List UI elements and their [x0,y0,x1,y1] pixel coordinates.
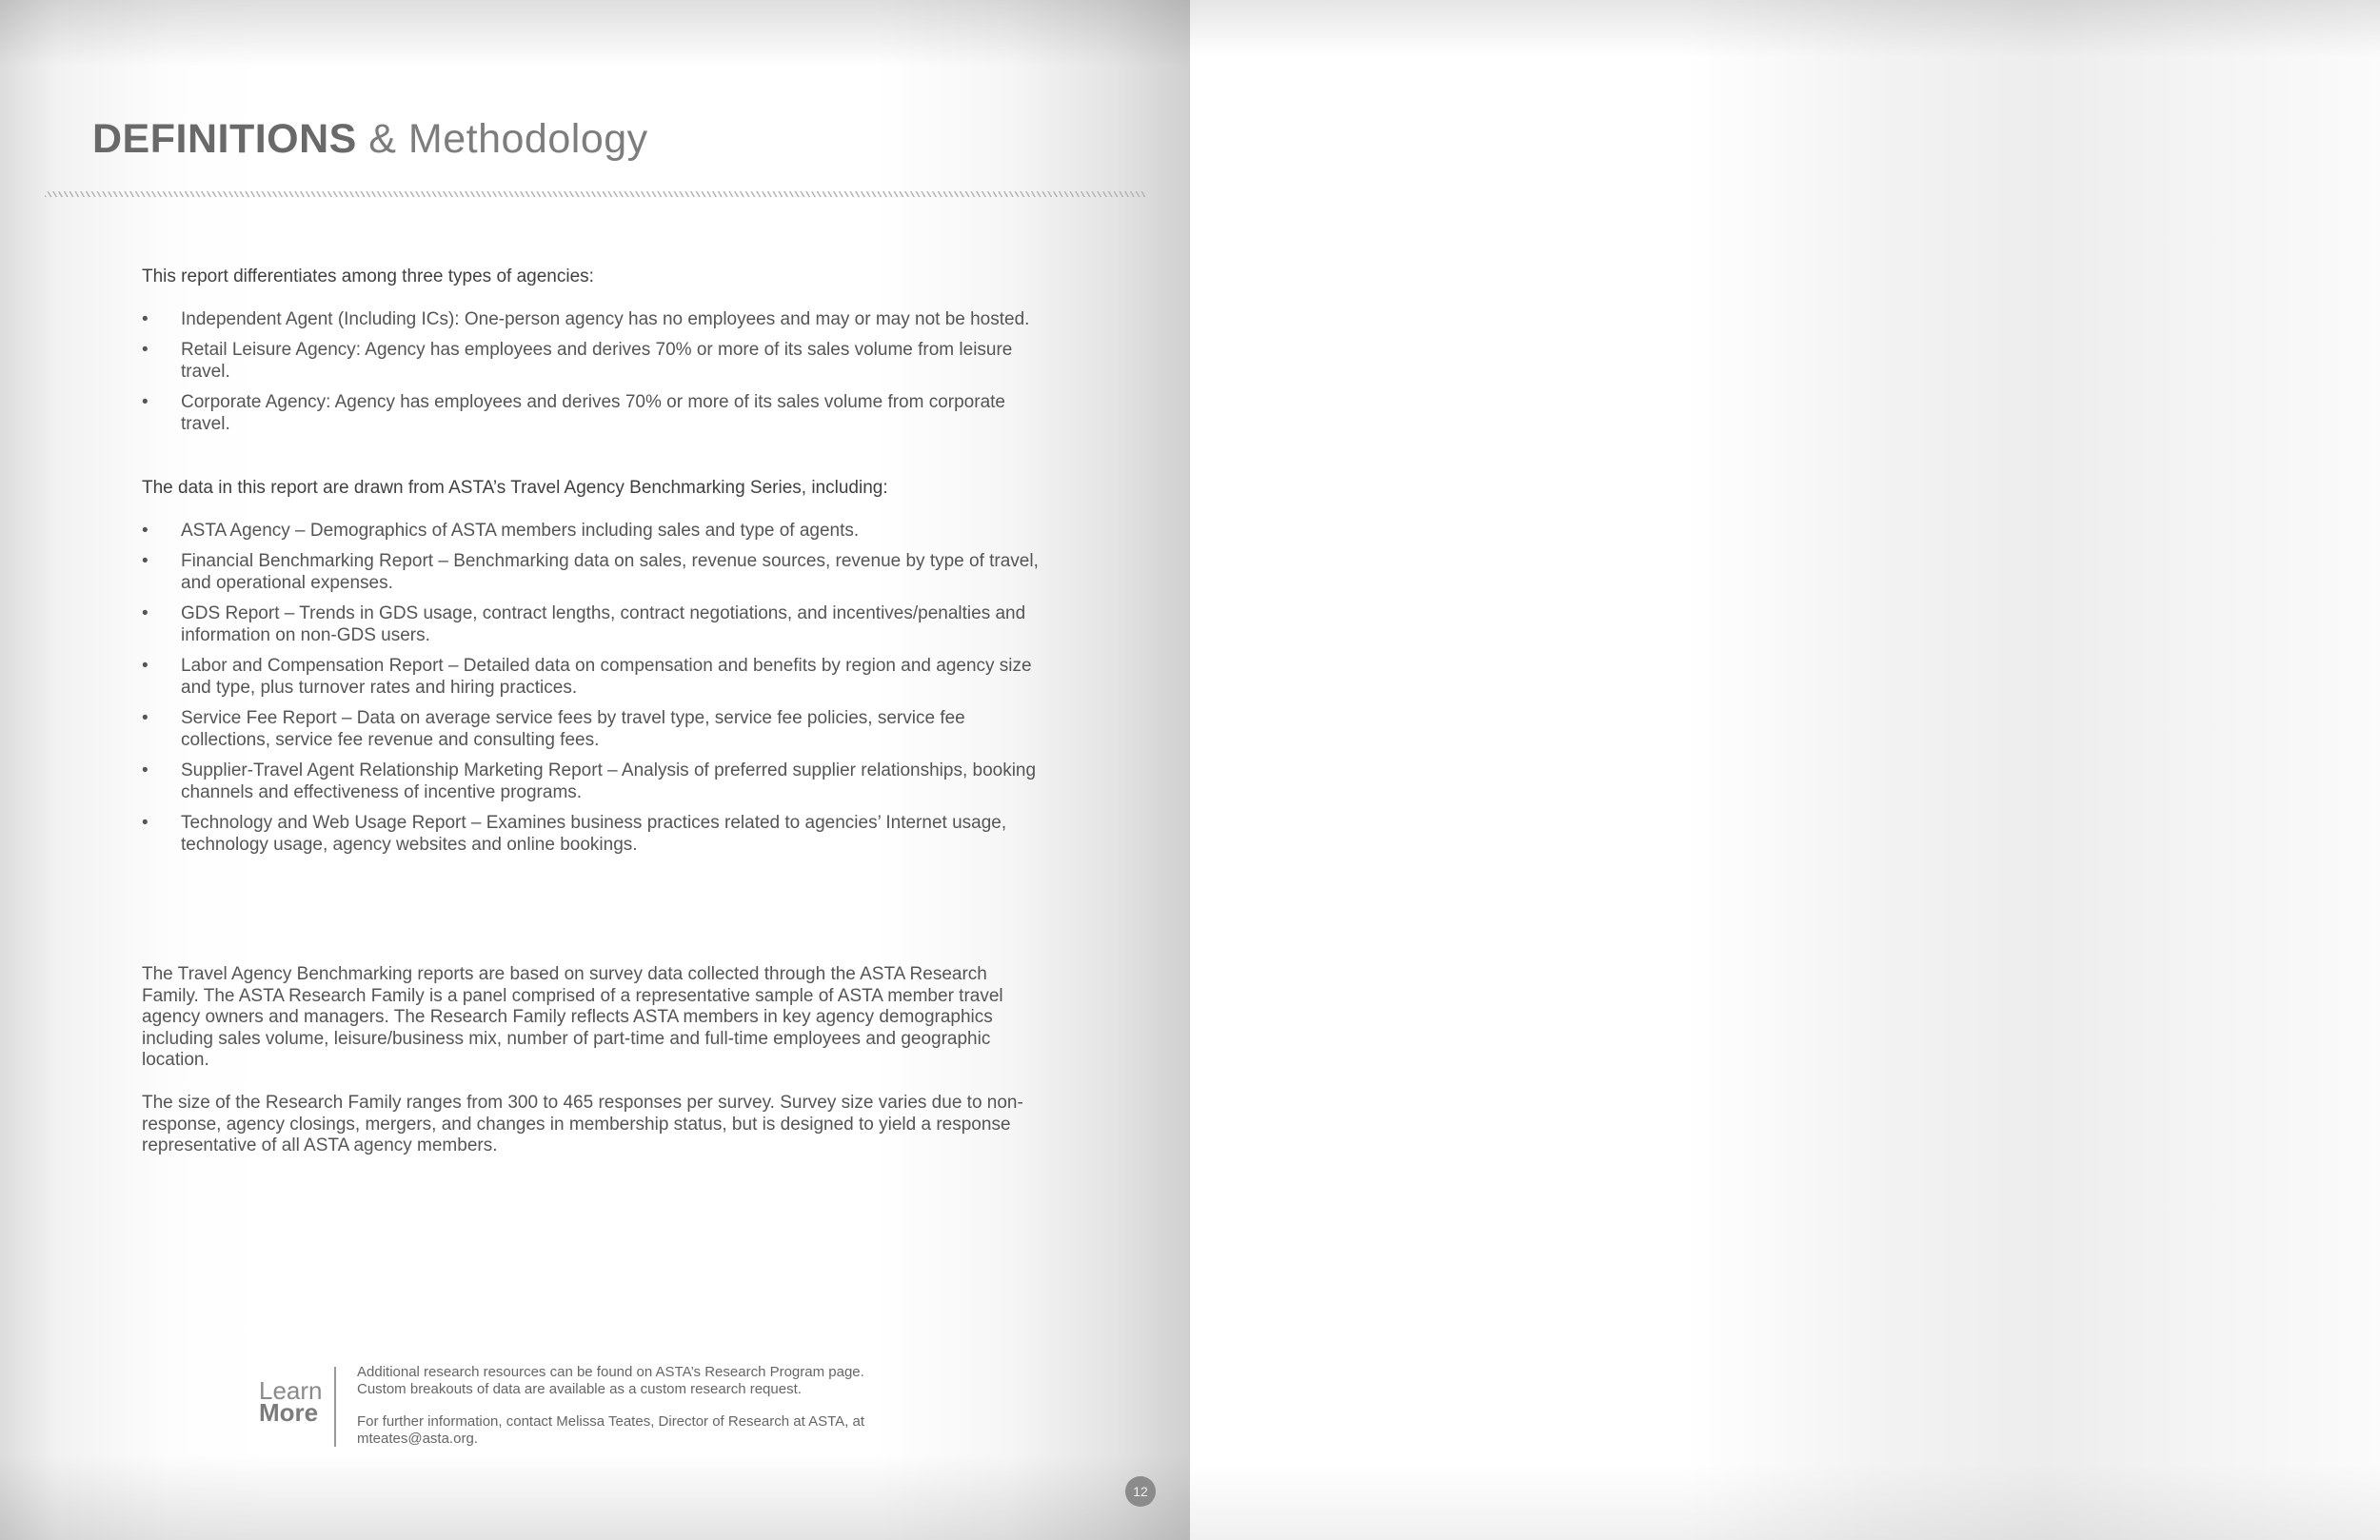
bullet-icon: • [142,708,149,728]
bullet-icon: • [142,656,149,676]
list-item-text: Retail Leisure Agency: Agency has employees and derives 70% or more of its sales volume from leisure travel. [181,340,1013,382]
methodology-paragraph: The Travel Agency Benchmarking reports are based on survey data collected through the ASTA Research Family. The ASTA Research Family is a panel comprised of a representative sample of ASTA member travel agency owners and managers. The Research Family reflects ASTA members in key agency demographics including sales volume, leisure/business mix, number of part-time and full-time employees and geographic location. [142,964,1003,1070]
learn-word: Learn [259,1376,323,1405]
list-item-text: Financial Benchmarking Report – Benchmarking data on sales, revenue sources, revenue by type of travel, and operational expenses. [181,551,1039,593]
list-item-text: Corporate Agency: Agency has employees and derives 70% or more of its sales volume from corporate travel. [181,392,1005,434]
bullet-icon: • [142,603,149,623]
content-block [142,267,1041,865]
list-item [142,708,1041,751]
bullet-icon: • [142,813,149,833]
list-item [142,656,1041,699]
list-item [142,551,1041,594]
bullet-icon: • [142,392,149,412]
list-item-text: Independent Agent (Including ICs): One-person agency has no employees and may or may not be hosted. [181,308,1030,329]
bullet-icon: • [142,308,149,329]
learn-more-line: Custom breakouts of data are available as a custom research request. [357,1380,802,1397]
list-item-text: GDS Report – Trends in GDS usage, contract lengths, contract negotiations, and incentives/penalties and information on non-GDS users. [181,603,1026,645]
bullet-icon: • [142,760,149,780]
list-item-text: Labor and Compensation Report – Detailed data on compensation and benefits by region and agency size and type, plus turnover rates and hiring practices. [181,656,1032,698]
sources-list [142,521,1041,857]
list-item-text: ASTA Agency – Demographics of ASTA members including sales and type of agents. [181,520,860,541]
title-divider [45,191,1146,197]
sources-lead: The data in this report are drawn from ASTA’s Travel Agency Benchmarking Series, including: [142,478,888,498]
list-item [142,392,1041,435]
title-light: & Methodology [368,116,648,162]
contact-line: For further information, contact Melissa Teates, Director of Research at ASTA, at mteates@asta.org. [357,1413,864,1447]
list-item-text: Supplier-Travel Agent Relationship Marketing Report – Analysis of preferred supplier relationships, booking channels and effectiveness of incentive programs. [181,760,1037,802]
bullet-icon: • [142,520,149,541]
list-item [142,760,1041,803]
agency-types-lead: This report differentiates among three types of agencies: [142,267,594,286]
list-item [142,603,1041,646]
learn-more-label [259,1376,326,1427]
learn-more-line: Additional research resources can be found on ASTA’s Research Program page. [357,1364,864,1380]
list-item [142,813,1041,856]
bullet-icon: • [142,340,149,360]
list-item-text: Service Fee Report – Data on average service fees by travel type, service fee policies, service fee collections, service fee revenue and consulting fees. [181,708,965,750]
bullet-icon: • [142,551,149,571]
list-item [142,521,1041,543]
title-strong: DEFINITIONS [92,116,357,162]
learn-more-text [357,1364,928,1447]
sample-size-paragraph: The size of the Research Family ranges from 300 to 465 responses per survey. Survey size varies due to non-response, agency closings, mergers, and changes in membership status, but is designed to yield a response representative of all ASTA agency members. [142,1093,1023,1155]
list-item [142,309,1041,331]
page-number-badge: 12 [1125,1476,1156,1507]
list-item-text: Technology and Web Usage Report – Examines business practices related to agencies’ Internet usage, technology usage, agency websites and online bookings. [181,813,1007,855]
right-page-blank [1190,0,2380,1540]
list-item [142,340,1041,383]
learn-more-rule [334,1367,336,1447]
agency-types-list [142,309,1041,436]
more-word: More [259,1398,319,1427]
page-title [92,116,648,163]
